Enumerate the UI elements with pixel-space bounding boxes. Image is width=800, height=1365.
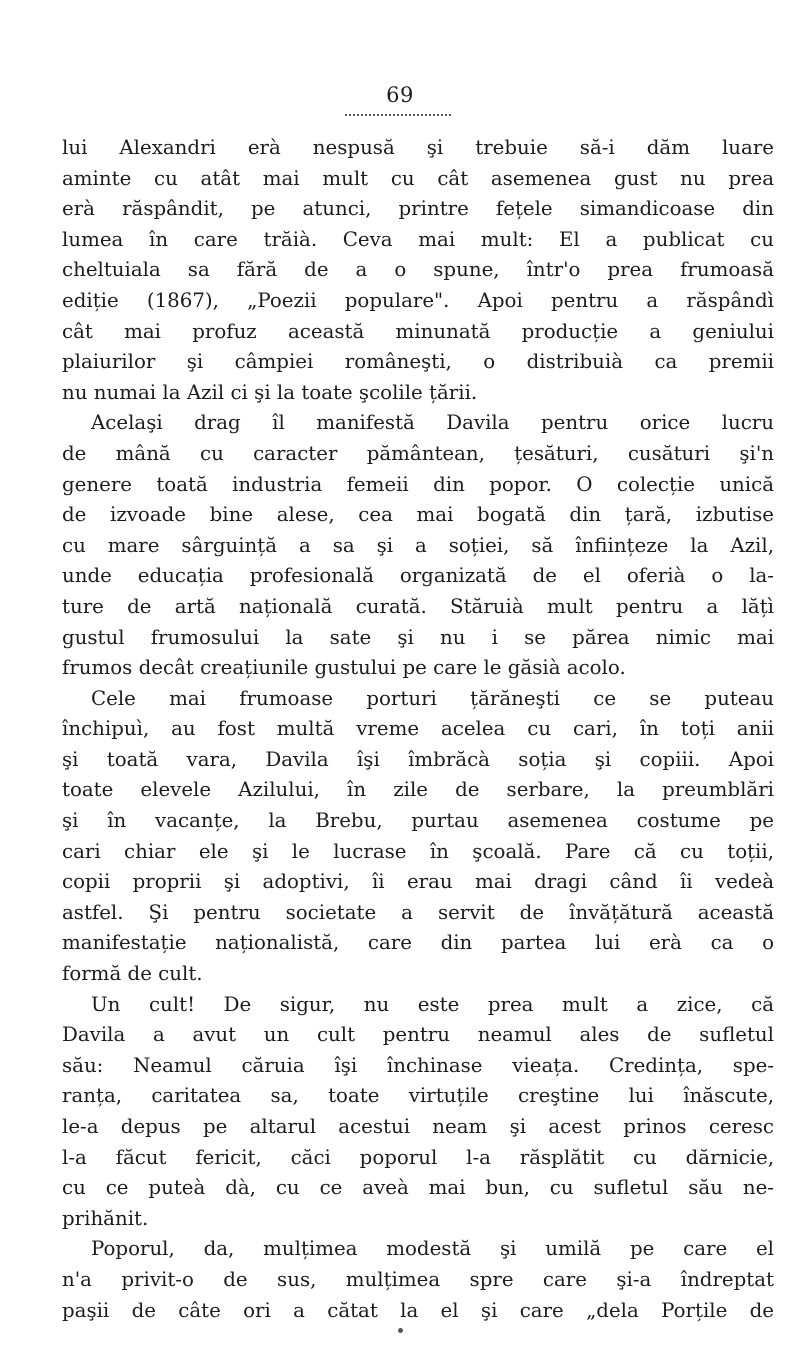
text-line: cari chiar ele şi le lucrase în şcoală. Pare că cu toții, [62,839,774,863]
text-line: cu ce puteà dà, cu ce aveà mai bun, cu sufletul său ne- [62,1176,774,1200]
text-line: lui Alexandri erà nespusă şi trebuie să-i dăm luare [62,136,774,159]
text-line: plaiurilor şi câmpiei româneşti, o distribuià ca premii [62,350,774,374]
text-line: cheltuiala sa fără de a o spune, într'o prea frumoasă [62,258,774,282]
text-line: erà răspândit, pe atunci, printre fețele simandicoase din [62,197,774,221]
text-line: unde educația profesională organizată de el oferià o la- [62,564,774,588]
text-line: şi toată vara, Davila îşi îmbrăcà soția şi copiii. Apoi [62,747,774,771]
footer-dot-mark [398,1328,403,1333]
page-number: 69 [386,83,414,107]
text-line: l-a făcut fericit, căci poporul l-a răsplătit cu dărnicie, [62,1145,774,1169]
text-line: manifestație naționalistă, care din partea lui erà ca o [62,931,774,955]
text-line: Acelaşi drag îl manifestă Davila pentru orice lucru [91,411,774,435]
text-line: ranța, caritatea sa, toate virtuțile creştine lui înăscute, [62,1084,774,1108]
text-line: aminte cu atât mai mult cu cât asemenea gust nu prea [62,166,774,190]
text-line: prihănit. [62,1206,149,1230]
text-line: gustul frumosului la sate şi nu i se părea nimic mai [62,625,774,649]
text-line: lumea în care trăià. Ceva mai mult: El a publicat cu [62,227,774,251]
text-line: formă de cult. [62,962,203,986]
text-line: cu mare sârguință a sa şi a soției, să înființeze la Azil, [62,533,774,557]
text-line: său: Neamul căruia îşi închinase vieața. Credința, spe- [62,1053,774,1077]
body-text [62,133,774,1326]
text-line: Cele mai frumoase porturi țărăneşti ce se puteau [91,686,774,710]
text-line: copii proprii şi adoptivi, îi erau mai dragi când îi vedeà [62,870,774,894]
text-line: de mână cu caracter pământean, țesături, cusături şi'n [62,441,774,465]
text-line: Un cult! De sigur, nu este prea mult a zice, că [91,992,774,1016]
header-dotted-rule [345,114,451,116]
text-line: n'a privit-o de sus, mulțimea spre care şi-a îndreptat [62,1267,774,1291]
text-line: frumos decât creațiunile gustului pe care le găsià acolo. [62,656,626,680]
text-line: astfel. Şi pentru societate a servit de învățătură această [62,900,774,924]
text-line: ture de artă națională curată. Stăruià mult pentru a lățì [62,594,774,618]
text-line: Poporul, da, mulțimea modestă şi umilă pe care el [91,1237,774,1261]
text-line: de izvoade bine alese, cea mai bogată din țară, izbutise [62,503,774,527]
text-line: cât mai profuz această minunată producție a geniului [62,319,774,343]
text-line: Davila a avut un cult pentru neamul ales de sufletul [62,1023,774,1047]
text-line: închipuì, au fost multă vreme acelea cu cari, în toți anii [62,717,774,741]
text-line: le-a depus pe altarul acestui neam şi acest prinos ceresc [62,1115,774,1138]
text-line: şi în vacanțe, la Brebu, purtau asemenea costume pe [62,809,774,833]
text-line: nu numai la Azil ci şi la toate şcolile țării. [62,380,478,404]
text-line: paşii de câte ori a cătat la el şi care „dela Porțile de [62,1298,774,1322]
text-line: toate elevele Azilului, în zile de serbare, la preumblări [62,778,774,802]
text-line: genere toată industria femeii din popor. O colecție unică [62,472,774,496]
text-line: ediție (1867), „Poezii populare". Apoi pentru a răspândì [62,288,774,312]
